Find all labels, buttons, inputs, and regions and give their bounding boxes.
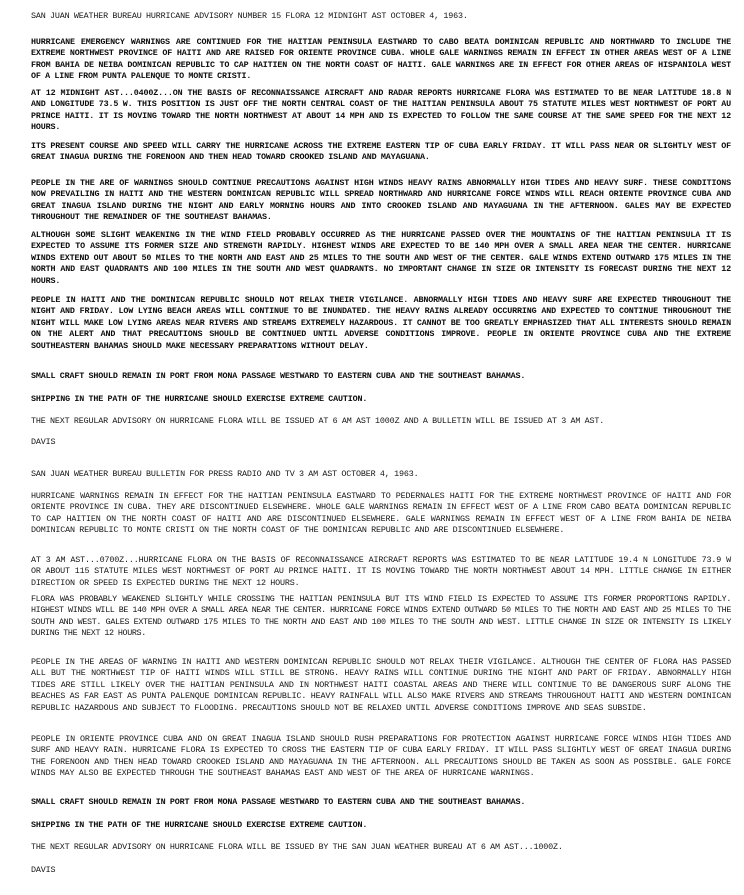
advisory-paragraph-vigilance: PEOPLE IN HAITI AND THE DOMINICAN REPUBLIC SHOULD NOT RELAX THEIR VIGILANCE. ABNORMALLY HIGH TIDES AND HEAVY SURF ARE EXPECTED THROUGHOUT THE NIGHT AND FRIDAY. LOW LYING BEACH AREAS WILL CONTINUE TO BE INUNDATED. THE HEAVY RAINS ALREADY OCCURRING AND EXPECTED TO CONTINUE THROUGHOUT THE NIGHT WILL MAKE LOW LYING AREAS NEAR RIVERS AND STREAMS EXTREMELY HAZARDOUS. IT CANNOT BE TOO GREATLY EMPHASIZED THAT ALL INTERESTS SHOULD REMAIN ON THE ALERT AND THAT PRECAUTIONS SHOULD BE CONTINUED UNTIL ADVERSE CONDITIONS IMPROVE. PEOPLE IN ORIENTE PROVINCE CUBA AND THE EXTREME SOUTHEASTERN BAHAMAS SHOULD MAKE NECESSARY PREPARATIONS WITHOUT DELAY. <box>31 295 731 351</box>
bulletin-paragraph-small-craft: SMALL CRAFT SHOULD REMAIN IN PORT FROM MONA PASSAGE WESTWARD TO EASTERN CUBA AND THE SOUTHEAST BAHAMAS. <box>31 797 526 807</box>
advisory-paragraph-warnings: HURRICANE EMERGENCY WARNINGS ARE CONTINUED FOR THE HAITIAN PENINSULA EASTWARD TO CABO BEATA DOMINICAN REPUBLIC AND NORTHWARD TO INCLUDE THE EXTREME NORTHWEST PROVINCE OF HAITI AND ARE RAISED FOR ORIENTE PROVINCE CUBA. WHOLE GALE WARNINGS REMAIN IN EFFECT IN OTHER AREAS WEST OF A LINE FROM BAHIA DE NEIBA DOMINICAN REPUBLIC TO CAP HAITIEN ON THE NORTH COAST OF HAITI. GALE WARNINGS ARE IN EFFECT FOR OTHER AREAS OF HISPANIOLA WEST OF A LINE FROM PUNTA PALENQUE TO MONTE CRISTI. <box>31 37 731 82</box>
bulletin-paragraph-cuba-preparations: PEOPLE IN ORIENTE PROVINCE CUBA AND ON GREAT INAGUA ISLAND SHOULD RUSH PREPARATIONS FOR PROTECTION AGAINST HURRICANE FORCE WINDS HIGH TIDES AND SURF AND HEAVY RAIN. HURRICANE FLORA IS EXPECTED TO CROSS THE EASTERN TIP OF CUBA EARLY FRIDAY. IT WILL PASS SLIGHTLY WEST OF GREAT INAGUA DURING THE FORENOON AND THEN HEAD TOWARD CROOKED ISLAND AND MAYAGUANA IN THE AFTERNOON. ALL PRECAUTIONS SHOULD BE TAKEN AS SOON AS POSSIBLE. GALE FORCE WINDS MAY ALSO BE EXPECTED THROUGH THE SOUTHEAST BAHAMAS EAST AND WEST OF THE AREA OF HURRICANE WARNINGS. <box>31 734 731 779</box>
advisory-paragraph-position: AT 12 MIDNIGHT AST...0400Z...ON THE BASIS OF RECONNAISSANCE AIRCRAFT AND RADAR REPORTS HURRICANE FLORA WAS ESTIMATED TO BE NEAR LATITUDE 18.8 N AND LONGITUDE 73.5 W. THIS POSITION IS JUST OFF THE NORTH CENTRAL COAST OF THE HAITIAN PENINSULA ABOUT 75 STATUTE MILES WEST NORTHWEST OF PORT AU PRINCE HAITI. IT IS MOVING TOWARD THE NORTH NORTHWEST AT ABOUT 14 MPH AND IS EXPECTED TO FOLLOW THE SAME COURSE AT THE SAME SPEED FOR THE NEXT 12 HOURS. <box>31 88 731 133</box>
advisory-paragraph-course: ITS PRESENT COURSE AND SPEED WILL CARRY THE HURRICANE ACROSS THE EXTREME EASTERN TIP OF CUBA EARLY FRIDAY. IT WILL PASS NEAR OR SLIGHTLY WEST OF GREAT INAGUA DURING THE FORENOON AND THEN HEAD TOWARD CROOKED ISLAND AND MAYAGUANA. <box>31 141 731 163</box>
advisory-paragraph-next-advisory: THE NEXT REGULAR ADVISORY ON HURRICANE FLORA WILL BE ISSUED AT 6 AM AST 1000Z AND A BULLETIN WILL BE ISSUED AT 3 AM AST. <box>31 416 605 426</box>
bulletin-signature: DAVIS <box>31 865 56 875</box>
advisory-signature: DAVIS <box>31 437 56 447</box>
advisory-paragraph-intensity: ALTHOUGH SOME SLIGHT WEAKENING IN THE WIND FIELD PROBABLY OCCURRED AS THE HURRICANE PASSED OVER THE MOUNTAINS OF THE HAITIAN PENINSULA IT IS EXPECTED TO ASSUME ITS FORMER SIZE AND STRENGTH RAPIDLY. HIGHEST WINDS ARE EXPECTED TO BE 140 MPH OVER A SMALL AREA NEAR THE CENTER. HURRICANE WINDS EXTEND OUT ABOUT 50 MILES TO THE NORTH AND EAST AND 25 MILES TO THE SOUTH AND WEST OF THE CENTER. GALE WINDS EXTEND OUTWARD 175 MILES IN THE NORTH AND EAST QUADRANTS AND 100 MILES IN THE SOUTH AND WEST QUADRANTS. NO IMPORTANT CHANGE IN SIZE OR INTENSITY IS FORECAST DURING THE NEXT 12 HOURS. <box>31 230 731 286</box>
bulletin-paragraph-vigilance: PEOPLE IN THE AREAS OF WARNING IN HAITI AND WESTERN DOMINICAN REPUBLIC SHOULD NOT RELAX THEIR VIGILANCE. ALTHOUGH THE CENTER OF FLORA HAS PASSED ALL BUT THE NORTHWEST TIP OF HAITI WINDS WILL STILL BE STRONG. HEAVY RAINS WILL CONTINUE DURING THE NIGHT AND PART OF FRIDAY. ABNORMALLY HIGH TIDES ARE STILL LIKELY OVER THE HAITIAN PENINSULA AND IN NORTHWEST HAITI COASTAL AREAS AND THERE WILL CONTINUE TO BE DANGEROUS SURF ALONG THE BEACHES AS FAR EAST AS PUNTA PALENQUE DOMINICAN REPUBLIC. HEAVY RAINFALL WILL ALSO MAKE RIVERS AND STREAMS THROUGHOUT HAITI AND WESTERN DOMINICAN REPUBLIC HAZARDOUS AND SUBJECT TO FLOODING. PRECAUTIONS SHOULD NOT BE RELAXED UNTIL ADVERSE CONDITIONS IMPROVE AND SEAS SUBSIDE. <box>31 657 731 713</box>
advisory-paragraph-small-craft: SMALL CRAFT SHOULD REMAIN IN PORT FROM MONA PASSAGE WESTWARD TO EASTERN CUBA AND THE SOUTHEAST BAHAMAS. <box>31 371 526 381</box>
bulletin-paragraph-intensity: FLORA WAS PROBABLY WEAKENED SLIGHTLY WHILE CROSSING THE HAITIAN PENINSULA BUT ITS WIND FIELD IS EXPECTED TO ASSUME ITS FORMER PROPORTIONS RAPIDLY. HIGHEST WINDS WILL BE 140 MPH OVER A SMALL AREA NEAR THE CENTER. HURRICANE FORCE WINDS EXTEND OUTWARD 50 MILES TO THE NORTH AND EAST AND 25 MILES TO THE SOUTH AND WEST. GALES EXTEND OUTWARD 175 MILES TO THE NORTH AND EAST AND 100 MILES TO THE SOUTH AND WEST. LITTLE CHANGE IN SIZE OR INTENSITY IS LIKELY DURING THE NEXT 12 HOURS. <box>31 594 731 639</box>
advisory-heading: SAN JUAN WEATHER BUREAU HURRICANE ADVISORY NUMBER 15 FLORA 12 MIDNIGHT AST OCTOBER 4, 1963. <box>31 11 468 21</box>
bulletin-paragraph-position: AT 3 AM AST...0700Z...HURRICANE FLORA ON THE BASIS OF RECONNAISSANCE AIRCRAFT REPORTS WAS ESTIMATED TO BE NEAR LATITUDE 19.4 N LONGITUDE 73.9 W OR ABOUT 115 STATUTE MILES WEST NORTHWEST OF PORT AU PRINCE HAITI. IT IS MOVING TOWARD THE NORTH NORTHWEST ABOUT 14 MPH. LITTLE CHANGE IN EITHER DIRECTION OR SPEED IS EXPECTED DURING THE NEXT 12 HOURS. <box>31 555 731 588</box>
advisory-paragraph-shipping: SHIPPING IN THE PATH OF THE HURRICANE SHOULD EXERCISE EXTREME CAUTION. <box>31 394 368 404</box>
bulletin-heading: SAN JUAN WEATHER BUREAU BULLETIN FOR PRESS RADIO AND TV 3 AM AST OCTOBER 4, 1963. <box>31 469 419 479</box>
advisory-paragraph-precautions: PEOPLE IN THE ARE OF WARNINGS SHOULD CONTINUE PRECAUTIONS AGAINST HIGH WINDS HEAVY RAINS ABNORMALLY HIGH TIDES AND HEAVY SURF. THESE CONDITIONS NOW PREVAILING IN HAITI AND THE WESTERN DOMINICAN REPUBLIC WILL SPREAD NORTHWARD AND HURRICANE FORCE WINDS WILL REACH ORIENTE PROVINCE CUBA AND GREAT INAGUA ISLAND DURING THE NIGHT AND EARLY MORNING HOURS AND INTO CROOKED ISLAND AND MAYAGUANA IN THE AFTERNOON. GALES MAY BE EXPECTED THROUGHOUT THE REMAINDER OF THE SOUTHEAST BAHAMAS. <box>31 178 731 223</box>
bulletin-paragraph-shipping: SHIPPING IN THE PATH OF THE HURRICANE SHOULD EXERCISE EXTREME CAUTION. <box>31 820 368 830</box>
bulletin-paragraph-next-advisory: THE NEXT REGULAR ADVISORY ON HURRICANE FLORA WILL BE ISSUED BY THE SAN JUAN WEATHER BUREAU AT 6 AM AST...1000Z. <box>31 842 563 852</box>
bulletin-paragraph-warnings: HURRICANE WARNINGS REMAIN IN EFFECT FOR THE HAITIAN PENINSULA EASTWARD TO PEDERNALES HAITI FOR THE EXTREME NORTHWEST PROVINCE OF HAITI AND FOR ORIENTE PROVINCE IN CUBA. THEY ARE DISCONTINUED ELSEWHERE. WHOLE GALE WARNINGS REMAIN IN EFFECT WEST OF A LINE FROM CABO BEATA DOMINICAN REPUBLIC TO CAP HAITIEN ON THE NORTH COAST OF HAITI AND ARE DISCONTINUED ELSEWHERE. GALE WARNINGS REMAIN IN EFFECT WEST OF A LINE FROM BAHIA DE NEIBA DOMINICAN REPUBLIC TO MONTE CRISTI ON THE NORTH COAST OF THE DOMINICAN REPUBLIC AND ARE DISCONTINUED ELSEWHERE. <box>31 491 731 536</box>
